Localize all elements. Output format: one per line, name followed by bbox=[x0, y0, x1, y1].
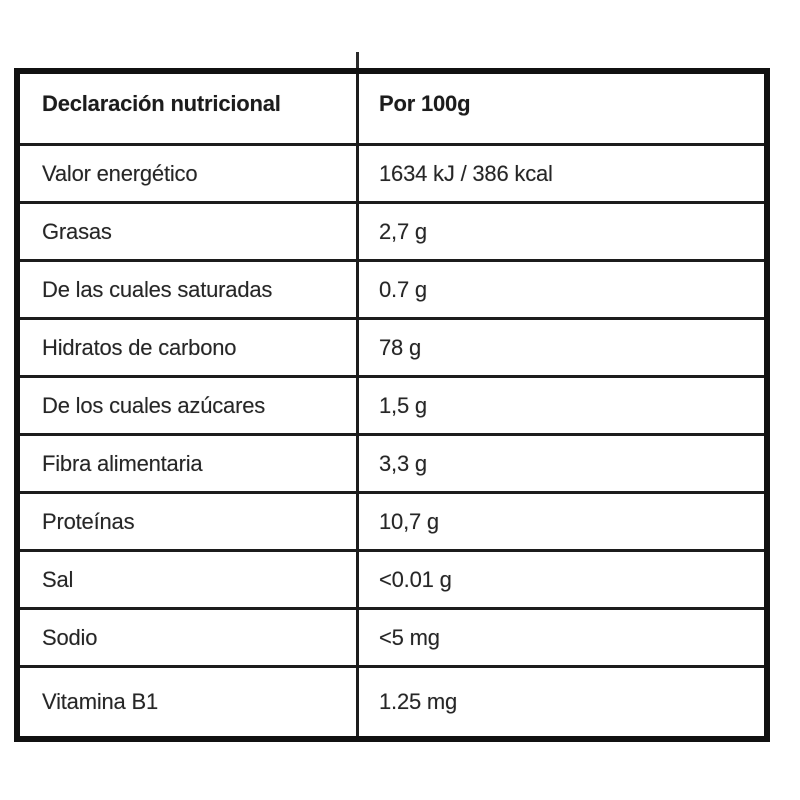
table-row-protein bbox=[20, 494, 764, 552]
row-label: De los cuales azúcares bbox=[20, 378, 359, 433]
table-row-fat bbox=[20, 204, 764, 262]
row-label: Sodio bbox=[20, 610, 359, 665]
row-value: 1,5 g bbox=[379, 392, 427, 418]
row-value: 1634 kJ / 386 kcal bbox=[379, 160, 553, 186]
row-label: Valor energético bbox=[20, 146, 359, 201]
row-label: Grasas bbox=[20, 204, 359, 259]
row-value: 1.25 mg bbox=[379, 689, 458, 714]
table-row-salt bbox=[20, 552, 764, 610]
row-value: 78 g bbox=[379, 334, 422, 360]
row-value: 2,7 g bbox=[379, 218, 427, 244]
table-row-carbohydrates bbox=[20, 320, 764, 378]
table-row-fiber bbox=[20, 436, 764, 494]
nutrition-table bbox=[14, 68, 770, 742]
table-row-vitamin-b1 bbox=[20, 668, 764, 736]
row-label: Proteínas bbox=[20, 494, 359, 549]
row-label: De las cuales saturadas bbox=[20, 262, 359, 317]
header-per-100g: Por 100g bbox=[379, 91, 471, 116]
row-label: Fibra alimentaria bbox=[20, 436, 359, 491]
row-value: <5 mg bbox=[379, 624, 440, 650]
table-row-sugars bbox=[20, 378, 764, 436]
row-value: <0.01 g bbox=[379, 566, 452, 592]
row-value: 0.7 g bbox=[379, 276, 427, 302]
row-label: Sal bbox=[20, 552, 359, 607]
header-declaration: Declaración nutricional bbox=[20, 74, 359, 143]
table-header-row bbox=[20, 74, 764, 146]
row-value: 3,3 g bbox=[379, 450, 427, 476]
row-value: 10,7 g bbox=[379, 508, 439, 534]
table-row-saturated-fat bbox=[20, 262, 764, 320]
table-row-sodium bbox=[20, 610, 764, 668]
table-row-energy bbox=[20, 146, 764, 204]
row-label: Vitamina B1 bbox=[20, 668, 359, 736]
row-label: Hidratos de carbono bbox=[20, 320, 359, 375]
